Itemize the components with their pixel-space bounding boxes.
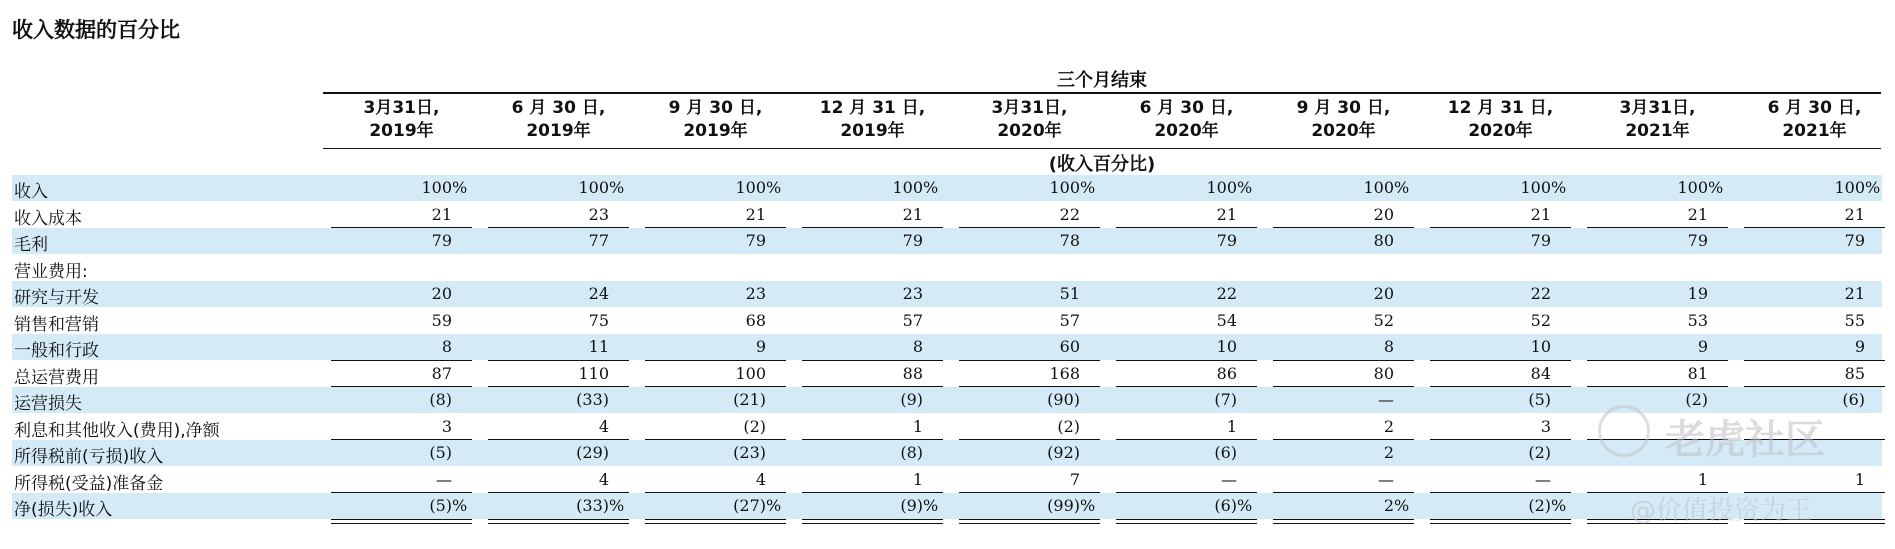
table-cell: —	[436, 469, 452, 489]
table-cell: (7)	[1214, 390, 1237, 409]
total-double-rule	[645, 519, 786, 524]
watermark-handle: @价值投资为王	[1630, 496, 1813, 526]
column-header-date: 3月31日,	[363, 98, 440, 118]
table-cell: 1	[1226, 416, 1237, 436]
table-cell: (21)	[733, 390, 766, 409]
table-cell: (9)%	[900, 496, 939, 515]
table-row	[12, 228, 1882, 254]
table-cell: 100%	[421, 178, 468, 197]
table-cell: 7	[1069, 469, 1080, 489]
row-label: 利息和其他收入(费用),净额	[14, 420, 220, 441]
table-cell: 79	[1844, 231, 1865, 250]
column-header-year: 2019年	[369, 121, 434, 141]
table-cell: 79	[431, 231, 452, 250]
table-cell: 23	[588, 204, 609, 224]
table-row	[12, 361, 1882, 387]
table-cell: (6)%	[1214, 496, 1253, 515]
column-header-10	[1736, 97, 1893, 145]
column-header-year: 2020年	[1468, 121, 1533, 141]
table-cell: 2	[1383, 443, 1394, 462]
total-double-rule	[488, 519, 629, 524]
table-cell: 20	[1373, 284, 1394, 303]
table-cell: (2)	[1057, 416, 1080, 436]
table-cell: 100%	[1363, 178, 1410, 197]
table-row	[12, 493, 1882, 519]
table-cell: —	[1378, 390, 1394, 409]
table-cell: (2)	[1528, 443, 1551, 462]
table-cell: 110	[578, 363, 609, 383]
table-cell: 87	[431, 363, 452, 383]
column-header-date: 9 月 30 日,	[1296, 98, 1391, 118]
table-cell: (99)%	[1047, 496, 1096, 515]
table-cell: 11	[588, 337, 609, 356]
column-header-date: 9 月 30 日,	[668, 98, 763, 118]
table-cell: 21	[1687, 204, 1708, 224]
table-cell: 22	[1059, 204, 1080, 224]
column-header-rule	[323, 148, 1881, 149]
table-cell: (27)%	[733, 496, 782, 515]
row-label: 营业费用:	[14, 261, 88, 282]
column-header-year: 2020年	[1311, 121, 1376, 141]
table-cell: 9	[1697, 337, 1708, 356]
table-cell: 3	[441, 416, 452, 436]
table-cell: 1	[912, 469, 923, 489]
column-header-2	[480, 97, 637, 145]
table-cell: (5)%	[429, 496, 468, 515]
table-cell: 2	[1383, 416, 1394, 436]
table-cell: 9	[1854, 337, 1865, 356]
table-cell: 57	[902, 310, 923, 330]
table-cell: 2%	[1383, 496, 1410, 515]
group-header-rule	[323, 92, 1881, 94]
row-label: 运营损失	[14, 394, 82, 414]
table-cell: 78	[1059, 231, 1080, 250]
table-cell: 100%	[578, 178, 625, 197]
table-cell: (29)	[576, 443, 609, 462]
table-cell: 8	[441, 337, 452, 356]
table-cell: 60	[1059, 337, 1080, 356]
table-cell: 51	[1059, 284, 1080, 303]
table-cell: 9	[755, 337, 766, 356]
table-cell: 81	[1687, 363, 1708, 383]
table-cell: 21	[1530, 204, 1551, 224]
table-cell: 52	[1530, 310, 1551, 330]
row-label: 研究与开发	[14, 288, 99, 308]
table-cell: 21	[431, 204, 452, 224]
table-cell: 8	[1383, 337, 1394, 356]
total-double-rule	[959, 519, 1100, 524]
table-cell: 85	[1844, 363, 1865, 383]
table-cell: 20	[1373, 204, 1394, 224]
table-row	[12, 255, 1882, 281]
table-title: 收入数据的百分比	[12, 18, 180, 42]
column-header-date: 3月31日,	[1619, 98, 1696, 118]
table-cell: 100%	[1677, 178, 1724, 197]
table-cell: —	[1221, 469, 1237, 489]
table-cell: 52	[1373, 310, 1394, 330]
column-header-date: 6 月 30 日,	[1767, 98, 1862, 118]
table-cell: 8	[912, 337, 923, 356]
table-cell: 21	[745, 204, 766, 224]
column-header-1	[323, 97, 480, 145]
table-cell: 23	[902, 284, 923, 303]
table-cell: (2)	[1685, 390, 1708, 409]
table-cell: 88	[902, 363, 923, 383]
table-cell: 86	[1216, 363, 1237, 383]
watermark-logo-icon	[1598, 405, 1650, 457]
table-cell: 75	[588, 310, 609, 330]
table-cell: 22	[1216, 284, 1237, 303]
table-cell: 100	[735, 363, 766, 383]
column-header-7	[1265, 97, 1422, 145]
column-header-year: 2019年	[526, 121, 591, 141]
table-row	[12, 202, 1882, 228]
table-cell: 55	[1844, 310, 1865, 330]
column-header-date: 6 月 30 日,	[511, 98, 606, 118]
table-row	[12, 467, 1882, 493]
column-header-date: 12 月 31 日,	[819, 98, 926, 118]
table-cell: 1	[912, 416, 923, 436]
table-cell: 53	[1687, 310, 1708, 330]
column-header-year: 2021年	[1625, 121, 1690, 141]
table-cell: 23	[745, 284, 766, 303]
column-header-8	[1422, 97, 1579, 145]
table-cell: 100%	[1834, 178, 1881, 197]
row-label: 总运营费用	[14, 367, 99, 388]
table-cell: (90)	[1047, 390, 1080, 409]
table-cell: 54	[1216, 310, 1237, 330]
column-header-date: 12 月 31 日,	[1447, 98, 1554, 118]
total-double-rule	[802, 519, 943, 524]
table-cell: (6)	[1214, 443, 1237, 462]
column-header-3	[637, 97, 794, 145]
table-cell: 3	[1540, 416, 1551, 436]
table-cell: 21	[1216, 204, 1237, 224]
table-cell: 79	[1216, 231, 1237, 250]
table-cell: 84	[1530, 363, 1551, 383]
table-row	[12, 175, 1882, 201]
table-cell: 4	[598, 416, 609, 436]
table-cell: (92)	[1047, 443, 1080, 462]
row-label: 销售和营销	[14, 314, 99, 335]
table-cell: (9)	[900, 390, 923, 409]
table-cell: 59	[431, 310, 452, 330]
total-double-rule	[1273, 519, 1414, 524]
table-cell: 19	[1687, 284, 1708, 303]
unit-label: (收入百分比)	[1048, 154, 1156, 175]
column-header-5	[951, 97, 1108, 145]
table-cell: —	[1535, 469, 1551, 489]
column-header-year: 2021年	[1782, 121, 1847, 141]
column-header-6	[1108, 97, 1265, 145]
table-row	[12, 281, 1882, 307]
table-cell: 24	[588, 284, 609, 303]
total-double-rule	[1430, 519, 1571, 524]
table-cell: 80	[1373, 231, 1394, 250]
table-cell: 4	[598, 469, 609, 489]
table-cell: (5)	[429, 443, 452, 462]
column-header-year: 2019年	[840, 121, 905, 141]
column-header-9	[1579, 97, 1736, 145]
table-cell: 168	[1049, 363, 1080, 383]
row-label: 所得税(受益)准备金	[14, 473, 164, 494]
table-row	[12, 387, 1882, 413]
column-header-date: 6 月 30 日,	[1139, 98, 1234, 118]
table-cell: 100%	[1049, 178, 1096, 197]
row-label: 收入成本	[14, 208, 82, 229]
table-cell: (8)	[900, 443, 923, 462]
table-cell: (8)	[429, 390, 452, 409]
table-cell: 68	[745, 310, 766, 330]
table-cell: 80	[1373, 363, 1394, 383]
total-double-rule	[331, 519, 472, 524]
table-cell: 1	[1697, 469, 1708, 489]
table-cell: 100%	[735, 178, 782, 197]
table-cell: (33)	[576, 390, 609, 409]
table-cell: (2)	[743, 416, 766, 436]
row-label: 毛利	[14, 235, 48, 255]
table-cell: 21	[1844, 284, 1865, 303]
row-label: 净(损失)收入	[14, 500, 113, 520]
table-cell: 21	[1844, 204, 1865, 224]
table-cell: 77	[588, 231, 609, 250]
table-cell: (6)	[1842, 390, 1865, 409]
column-header-date: 3月31日,	[991, 98, 1068, 118]
table-cell: 100%	[1206, 178, 1253, 197]
table-cell: 10	[1530, 337, 1551, 356]
table-cell: —	[1378, 469, 1394, 489]
table-cell: (5)	[1528, 390, 1551, 409]
table-cell: 10	[1216, 337, 1237, 356]
column-header-year: 2019年	[683, 121, 748, 141]
table-row	[12, 334, 1882, 360]
table-cell: 4	[755, 469, 766, 489]
table-cell: 79	[902, 231, 923, 250]
watermark-brand: 老虎社区	[1665, 417, 1825, 463]
table-cell: 100%	[892, 178, 939, 197]
table-cell: 20	[431, 284, 452, 303]
row-label: 收入	[14, 182, 48, 202]
column-header-4	[794, 97, 951, 145]
column-header-year: 2020年	[1154, 121, 1219, 141]
table-cell: (23)	[733, 443, 766, 462]
column-header-year: 2020年	[997, 121, 1062, 141]
table-cell: 79	[1687, 231, 1708, 250]
table-cell: 79	[745, 231, 766, 250]
table-cell: 22	[1530, 284, 1551, 303]
table-cell: 57	[1059, 310, 1080, 330]
table-row	[12, 308, 1882, 334]
period-group-header: 三个月结束	[1057, 70, 1147, 91]
table-cell: 79	[1530, 231, 1551, 250]
table-cell: (2)%	[1528, 496, 1567, 515]
table-cell: 100%	[1520, 178, 1567, 197]
row-label: 一般和行政	[14, 341, 99, 361]
table-cell: 1	[1854, 469, 1865, 489]
row-label: 所得税前(亏损)收入	[14, 447, 164, 467]
table-cell: 21	[902, 204, 923, 224]
table-cell: (33)%	[576, 496, 625, 515]
total-double-rule	[1116, 519, 1257, 524]
